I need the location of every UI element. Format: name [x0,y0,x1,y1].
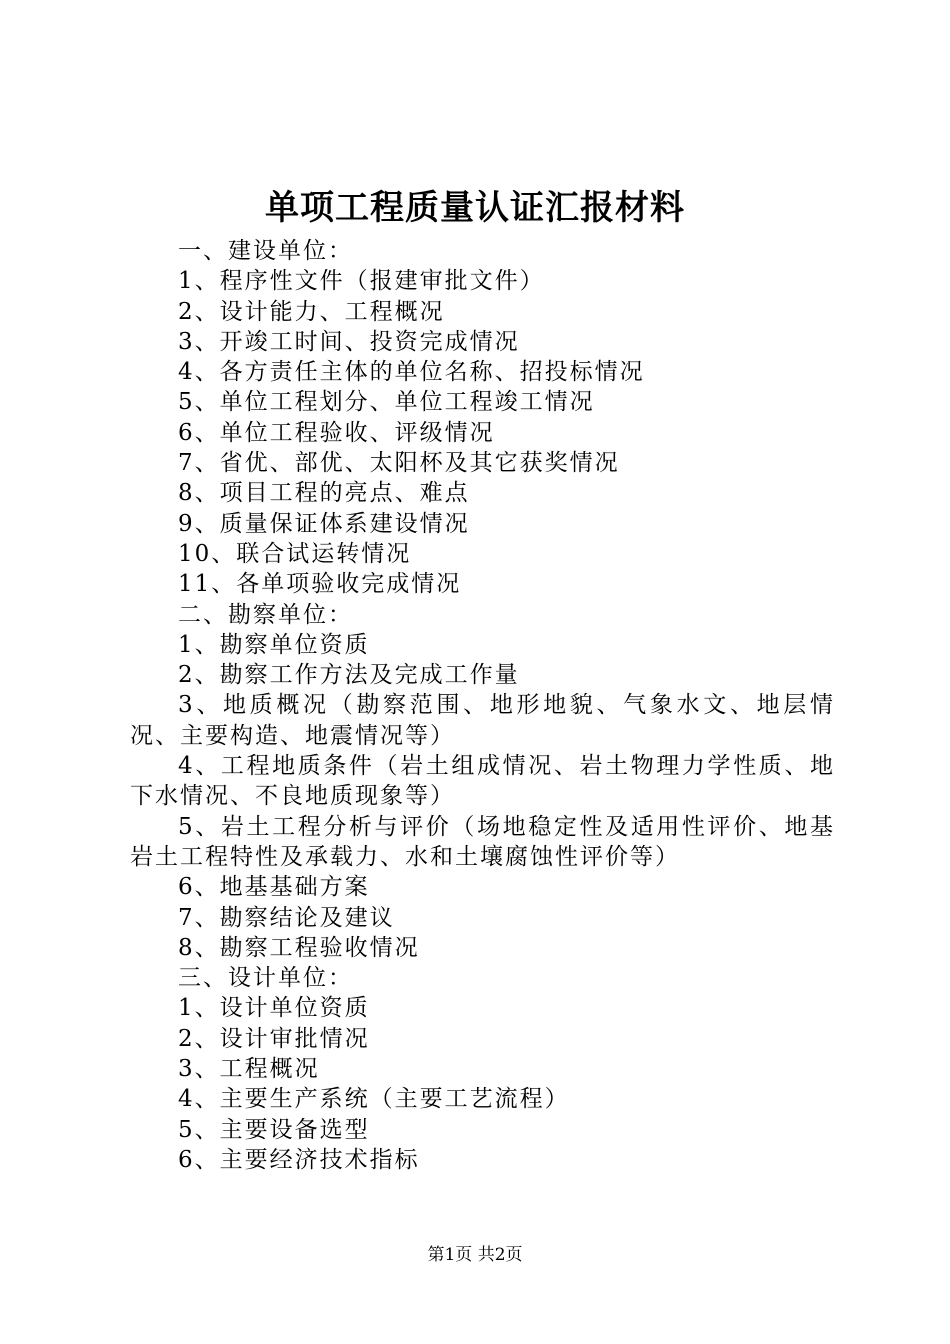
document-line: 8、勘察工程验收情况 [178,934,420,961]
document-line: 8、项目工程的亮点、难点 [178,480,470,507]
document-line: 6、单位工程验收、评级情况 [178,419,495,446]
page-footer: 第1页 共2页 [427,1245,523,1265]
document-line: 7、勘察结论及建议 [178,904,395,931]
document-line: 2、勘察工作方法及完成工作量 [178,662,520,689]
document-line: 二、勘察单位： [178,601,353,628]
document-line: 2、设计能力、工程概况 [178,298,445,325]
document-line: 3、工程概况 [178,1056,320,1083]
document-line: 11、各单项验收完成情况 [178,571,462,598]
document-paragraph: 5、岩土工程分析与评价（场地稳定性及适用性评价、地基岩土工程特性及承载力、水和土壤腐蚀性评价等） [130,813,835,870]
document-line: 7、省优、部优、太阳杯及其它获奖情况 [178,450,620,477]
document-body [130,236,835,1175]
document-line: 9、质量保证体系建设情况 [178,510,470,537]
document-line: 1、程序性文件（报建审批文件） [178,268,545,295]
document-line: 三、设计单位： [178,965,353,992]
document-line: 6、主要经济技术指标 [178,1146,420,1173]
document-line: 6、地基基础方案 [178,874,370,901]
document-line: 2、设计审批情况 [178,1025,370,1052]
document-line: 1、设计单位资质 [178,995,370,1022]
document-line: 3、开竣工时间、投资完成情况 [178,328,520,355]
document-paragraph: 4、工程地质条件（岩土组成情况、岩土物理力学性质、地下水情况、不良地质现象等） [130,753,835,810]
document-paragraph: 3、地质概况（勘察范围、地形地貌、气象水文、地层情况、主要构造、地震情况等） [130,692,835,749]
document-title: 单项工程质量认证汇报材料 [265,188,685,228]
document-line: 5、主要设备选型 [178,1116,370,1143]
document-line: 10、联合试运转情况 [178,540,412,567]
document-line: 一、建设单位： [178,238,353,264]
document-line: 4、各方责任主体的单位名称、招投标情况 [178,359,645,386]
document-line: 4、主要生产系统（主要工艺流程） [178,1086,570,1113]
document-line: 1、勘察单位资质 [178,631,370,658]
document-line: 5、单位工程划分、单位工程竣工情况 [178,389,595,416]
